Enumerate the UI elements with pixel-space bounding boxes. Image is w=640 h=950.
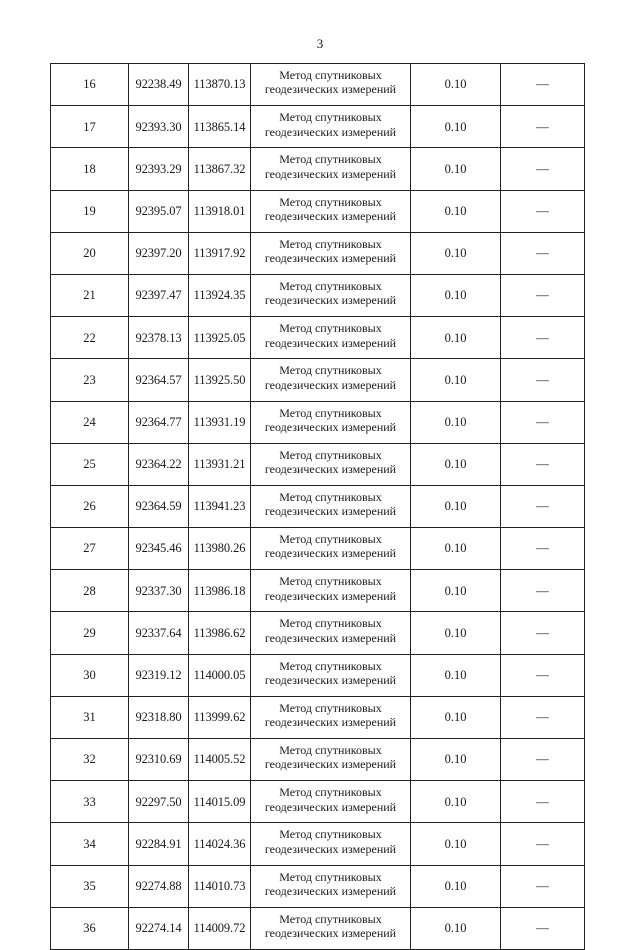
x-coordinate-cell: 92310.69	[129, 739, 189, 781]
table-row	[51, 443, 585, 485]
accuracy-cell: 0.10	[411, 528, 501, 570]
note-cell: —	[501, 485, 585, 527]
y-coordinate-cell: 114024.36	[189, 823, 251, 865]
method-cell	[251, 443, 411, 485]
note-cell: —	[501, 64, 585, 106]
table-row	[51, 190, 585, 232]
note-cell: —	[501, 106, 585, 148]
method-cell	[251, 781, 411, 823]
accuracy-cell: 0.10	[411, 317, 501, 359]
method-line-1: Метод спутниковых	[279, 110, 382, 125]
method-line-1: Метод спутниковых	[279, 236, 382, 251]
note-cell: —	[501, 570, 585, 612]
method-cell	[251, 570, 411, 612]
table-row	[51, 612, 585, 654]
method-cell	[251, 106, 411, 148]
point-number-cell: 35	[51, 865, 129, 907]
accuracy-cell: 0.10	[411, 359, 501, 401]
y-coordinate-cell: 113999.62	[189, 696, 251, 738]
method-cell	[251, 823, 411, 865]
method-line-1: Метод спутниковых	[279, 405, 382, 420]
method-line-1: Метод спутниковых	[279, 194, 382, 209]
method-line-2: геодезических измерений	[264, 124, 397, 139]
note-cell: —	[501, 654, 585, 696]
method-cell	[251, 654, 411, 696]
method-cell	[251, 274, 411, 316]
method-line-2: геодезических измерений	[264, 419, 397, 434]
method-line-2: геодезических измерений	[264, 757, 397, 772]
accuracy-cell: 0.10	[411, 485, 501, 527]
accuracy-cell: 0.10	[411, 401, 501, 443]
point-number-cell: 26	[51, 485, 129, 527]
y-coordinate-cell: 114010.73	[189, 865, 251, 907]
table-row	[51, 64, 585, 106]
accuracy-cell: 0.10	[411, 739, 501, 781]
y-coordinate-cell: 113867.32	[189, 148, 251, 190]
method-line-1: Метод спутниковых	[279, 574, 382, 589]
method-line-2: геодезических измерений	[264, 926, 397, 941]
table-row	[51, 232, 585, 274]
method-cell	[251, 64, 411, 106]
point-number-cell: 22	[51, 317, 129, 359]
method-cell	[251, 317, 411, 359]
point-number-cell: 31	[51, 696, 129, 738]
note-cell: —	[501, 443, 585, 485]
method-line-1: Метод спутниковых	[279, 743, 382, 757]
point-number-cell: 21	[51, 274, 129, 316]
x-coordinate-cell: 92393.29	[129, 148, 189, 190]
table-row	[51, 401, 585, 443]
point-number-cell: 20	[51, 232, 129, 274]
note-cell: —	[501, 865, 585, 907]
note-cell: —	[501, 190, 585, 232]
note-cell: —	[501, 612, 585, 654]
x-coordinate-cell: 92274.14	[129, 907, 189, 949]
method-line-1: Метод спутниковых	[279, 321, 382, 336]
x-coordinate-cell: 92378.13	[129, 317, 189, 359]
note-cell: —	[501, 401, 585, 443]
y-coordinate-cell: 113925.50	[189, 359, 251, 401]
method-cell	[251, 865, 411, 907]
x-coordinate-cell: 92364.77	[129, 401, 189, 443]
point-number-cell: 17	[51, 106, 129, 148]
method-line-1: Метод спутниковых	[279, 616, 382, 631]
x-coordinate-cell: 92297.50	[129, 781, 189, 823]
method-line-2: геодезических измерений	[264, 251, 397, 266]
y-coordinate-cell: 113986.62	[189, 612, 251, 654]
method-line-2: геодезических измерений	[264, 673, 397, 688]
table-row	[51, 317, 585, 359]
method-line-2: геодезических измерений	[264, 715, 397, 730]
method-line-1: Метод спутниковых	[279, 489, 382, 504]
note-cell: —	[501, 739, 585, 781]
x-coordinate-cell: 92364.59	[129, 485, 189, 527]
method-line-1: Метод спутниковых	[279, 278, 382, 293]
point-number-cell: 25	[51, 443, 129, 485]
method-line-2: геодезических измерений	[264, 883, 397, 898]
method-line-2: геодезических измерений	[264, 588, 397, 603]
method-line-2: геодезических измерений	[264, 377, 397, 392]
note-cell: —	[501, 528, 585, 570]
y-coordinate-cell: 113925.05	[189, 317, 251, 359]
method-line-1: Метод спутниковых	[279, 658, 382, 673]
y-coordinate-cell: 113931.19	[189, 401, 251, 443]
method-line-2: геодезических измерений	[264, 799, 397, 814]
method-line-1: Метод спутниковых	[279, 869, 382, 884]
method-cell	[251, 528, 411, 570]
method-cell	[251, 696, 411, 738]
point-number-cell: 30	[51, 654, 129, 696]
method-line-1: Метод спутниковых	[279, 700, 382, 715]
table-row	[51, 865, 585, 907]
note-cell: —	[501, 359, 585, 401]
accuracy-cell: 0.10	[411, 570, 501, 612]
note-cell: —	[501, 317, 585, 359]
method-cell	[251, 190, 411, 232]
method-line-2: геодезических измерений	[264, 504, 397, 519]
method-cell	[251, 359, 411, 401]
y-coordinate-cell: 114005.52	[189, 739, 251, 781]
y-coordinate-cell: 113924.35	[189, 274, 251, 316]
accuracy-cell: 0.10	[411, 696, 501, 738]
note-cell: —	[501, 232, 585, 274]
point-number-cell: 18	[51, 148, 129, 190]
point-number-cell: 16	[51, 64, 129, 106]
method-line-1: Метод спутниковых	[279, 827, 382, 842]
accuracy-cell: 0.10	[411, 823, 501, 865]
note-cell: —	[501, 823, 585, 865]
x-coordinate-cell: 92364.22	[129, 443, 189, 485]
y-coordinate-cell: 114009.72	[189, 907, 251, 949]
x-coordinate-cell: 92345.46	[129, 528, 189, 570]
table-row	[51, 106, 585, 148]
method-line-1: Метод спутниковых	[279, 152, 382, 167]
note-cell: —	[501, 148, 585, 190]
method-line-2: геодезических измерений	[264, 630, 397, 645]
method-line-1: Метод спутниковых	[279, 447, 382, 462]
table-row	[51, 528, 585, 570]
point-number-cell: 33	[51, 781, 129, 823]
method-line-2: геодезических измерений	[264, 841, 397, 856]
y-coordinate-cell: 114000.05	[189, 654, 251, 696]
y-coordinate-cell: 113918.01	[189, 190, 251, 232]
point-number-cell: 32	[51, 739, 129, 781]
coordinates-table	[50, 63, 585, 950]
x-coordinate-cell: 92318.80	[129, 696, 189, 738]
coordinates-table-body	[51, 64, 585, 950]
table-row	[51, 907, 585, 949]
point-number-cell: 36	[51, 907, 129, 949]
table-row	[51, 739, 585, 781]
table-row	[51, 274, 585, 316]
table-row	[51, 654, 585, 696]
method-cell	[251, 907, 411, 949]
accuracy-cell: 0.10	[411, 148, 501, 190]
page-number: 3	[316, 36, 324, 51]
method-line-2: геодезических измерений	[264, 462, 397, 477]
method-cell	[251, 739, 411, 781]
method-line-2: геодезических измерений	[264, 293, 397, 308]
method-line-1: Метод спутниковых	[279, 785, 382, 800]
note-cell: —	[501, 274, 585, 316]
accuracy-cell: 0.10	[411, 654, 501, 696]
method-line-1: Метод спутниковых	[279, 911, 382, 926]
method-line-2: геодезических измерений	[264, 82, 397, 97]
method-line-2: геодезических измерений	[264, 546, 397, 561]
accuracy-cell: 0.10	[411, 274, 501, 316]
method-line-1: Метод спутниковых	[279, 68, 382, 82]
table-row	[51, 781, 585, 823]
y-coordinate-cell: 113931.21	[189, 443, 251, 485]
method-cell	[251, 148, 411, 190]
accuracy-cell: 0.10	[411, 612, 501, 654]
accuracy-cell: 0.10	[411, 190, 501, 232]
note-cell: —	[501, 781, 585, 823]
method-line-2: геодезических измерений	[264, 208, 397, 223]
table-row	[51, 148, 585, 190]
y-coordinate-cell: 113870.13	[189, 64, 251, 106]
note-cell: —	[501, 696, 585, 738]
x-coordinate-cell: 92397.20	[129, 232, 189, 274]
accuracy-cell: 0.10	[411, 106, 501, 148]
point-number-cell: 23	[51, 359, 129, 401]
point-number-cell: 27	[51, 528, 129, 570]
y-coordinate-cell: 113941.23	[189, 485, 251, 527]
x-coordinate-cell: 92395.07	[129, 190, 189, 232]
accuracy-cell: 0.10	[411, 443, 501, 485]
accuracy-cell: 0.10	[411, 64, 501, 106]
method-cell	[251, 401, 411, 443]
method-cell	[251, 232, 411, 274]
point-number-cell: 19	[51, 190, 129, 232]
x-coordinate-cell: 92337.30	[129, 570, 189, 612]
method-line-1: Метод спутниковых	[279, 363, 382, 378]
y-coordinate-cell: 113917.92	[189, 232, 251, 274]
x-coordinate-cell: 92284.91	[129, 823, 189, 865]
y-coordinate-cell: 113980.26	[189, 528, 251, 570]
x-coordinate-cell: 92397.47	[129, 274, 189, 316]
x-coordinate-cell: 92319.12	[129, 654, 189, 696]
point-number-cell: 34	[51, 823, 129, 865]
note-cell: —	[501, 907, 585, 949]
accuracy-cell: 0.10	[411, 865, 501, 907]
method-line-2: геодезических измерений	[264, 166, 397, 181]
method-line-1: Метод спутниковых	[279, 532, 382, 547]
table-row	[51, 570, 585, 612]
y-coordinate-cell: 114015.09	[189, 781, 251, 823]
point-number-cell: 28	[51, 570, 129, 612]
y-coordinate-cell: 113865.14	[189, 106, 251, 148]
x-coordinate-cell: 92238.49	[129, 64, 189, 106]
accuracy-cell: 0.10	[411, 781, 501, 823]
x-coordinate-cell: 92393.30	[129, 106, 189, 148]
x-coordinate-cell: 92364.57	[129, 359, 189, 401]
table-row	[51, 359, 585, 401]
x-coordinate-cell: 92337.64	[129, 612, 189, 654]
method-line-2: геодезических измерений	[264, 335, 397, 350]
accuracy-cell: 0.10	[411, 907, 501, 949]
y-coordinate-cell: 113986.18	[189, 570, 251, 612]
method-cell	[251, 612, 411, 654]
method-cell	[251, 485, 411, 527]
table-row	[51, 823, 585, 865]
table-row	[51, 485, 585, 527]
x-coordinate-cell: 92274.88	[129, 865, 189, 907]
point-number-cell: 29	[51, 612, 129, 654]
point-number-cell: 24	[51, 401, 129, 443]
table-row	[51, 696, 585, 738]
accuracy-cell: 0.10	[411, 232, 501, 274]
